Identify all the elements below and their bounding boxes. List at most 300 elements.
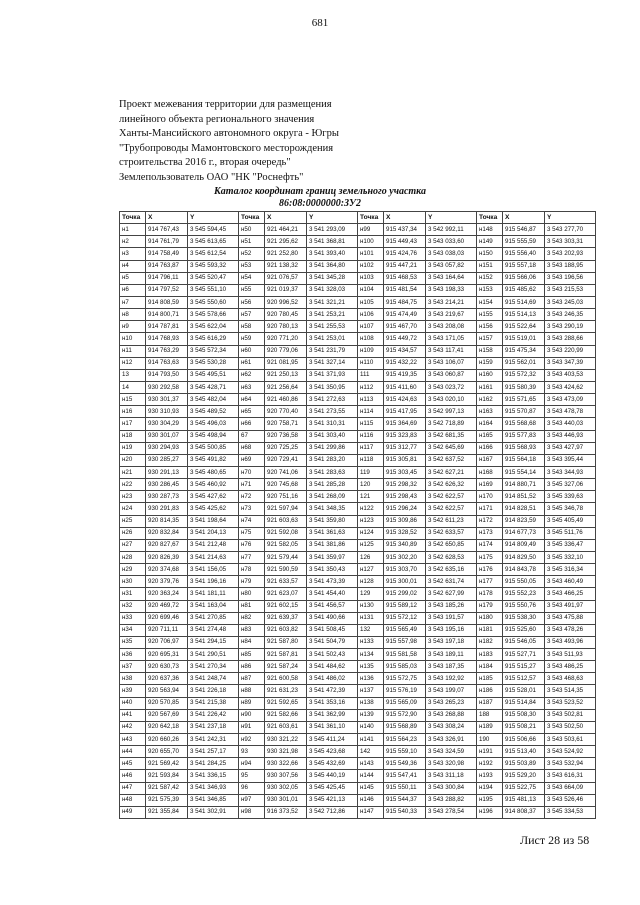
point-id-cell: н116 [358, 430, 384, 442]
table-row [120, 685, 596, 697]
x-coordinate-cell: 915 528,01 [503, 685, 545, 697]
y-coordinate-cell: 3 545 612,54 [188, 248, 239, 260]
y-coordinate-cell: 3 543 478,26 [545, 624, 596, 636]
x-coordinate-cell: 930 292,58 [146, 381, 188, 393]
y-coordinate-cell: 3 541 231,79 [307, 345, 358, 357]
y-coordinate-cell: 3 543 202,93 [545, 248, 596, 260]
point-id-cell: н161 [477, 381, 503, 393]
point-id-cell: н109 [358, 345, 384, 357]
point-id-cell: 96 [239, 782, 265, 794]
y-coordinate-cell: 3 541 328,03 [307, 284, 358, 296]
point-id-cell: н32 [120, 600, 146, 612]
y-coordinate-cell: 3 545 551,10 [188, 284, 239, 296]
x-coordinate-cell: 915 540,33 [384, 806, 426, 818]
x-coordinate-cell: 914 823,59 [503, 515, 545, 527]
point-id-cell: 132 [358, 624, 384, 636]
y-coordinate-cell: 3 543 268,88 [426, 709, 477, 721]
table-row [120, 260, 596, 272]
x-coordinate-cell: 930 304,29 [146, 418, 188, 430]
point-id-cell: н167 [477, 454, 503, 466]
y-coordinate-cell: 3 543 347,39 [545, 357, 596, 369]
table-header-cell: Точка [120, 212, 146, 224]
y-coordinate-cell: 3 543 192,92 [426, 673, 477, 685]
x-coordinate-cell: 914 843,78 [503, 564, 545, 576]
x-coordinate-cell: 914 767,43 [146, 224, 188, 236]
y-coordinate-cell: 3 543 475,88 [545, 612, 596, 624]
x-coordinate-cell: 915 565,49 [384, 624, 426, 636]
point-id-cell: н114 [358, 406, 384, 418]
x-coordinate-cell: 921 600,58 [265, 673, 307, 685]
x-coordinate-cell: 920 780,13 [265, 321, 307, 333]
x-coordinate-cell: 920 567,69 [146, 709, 188, 721]
point-id-cell: н47 [120, 782, 146, 794]
point-id-cell: н9 [120, 321, 146, 333]
x-coordinate-cell: 915 580,39 [503, 381, 545, 393]
table-row [120, 770, 596, 782]
table-row [120, 794, 596, 806]
x-coordinate-cell: 915 298,32 [384, 479, 426, 491]
point-id-cell: н112 [358, 381, 384, 393]
y-coordinate-cell: 3 543 503,61 [545, 734, 596, 746]
x-coordinate-cell: 915 547,41 [384, 770, 426, 782]
y-coordinate-cell: 3 541 248,74 [188, 673, 239, 685]
x-coordinate-cell: 930 301,07 [146, 430, 188, 442]
y-coordinate-cell: 3 543 308,24 [426, 721, 477, 733]
y-coordinate-cell: 3 545 613,65 [188, 236, 239, 248]
x-coordinate-cell: 921 355,84 [146, 806, 188, 818]
y-coordinate-cell: 3 543 300,84 [426, 782, 477, 794]
y-coordinate-cell: 3 543 616,31 [545, 770, 596, 782]
table-row [120, 479, 596, 491]
y-coordinate-cell: 3 545 594,45 [188, 224, 239, 236]
x-coordinate-cell: 915 555,59 [503, 236, 545, 248]
header-line: линейного объекта регионального значения [119, 113, 315, 125]
x-coordinate-cell: 920 374,68 [146, 564, 188, 576]
x-coordinate-cell: 921 587,80 [265, 636, 307, 648]
table-header-cell: X [503, 212, 545, 224]
point-id-cell: н18 [120, 430, 146, 442]
table-row [120, 491, 596, 503]
table-row [120, 758, 596, 770]
point-id-cell: н16 [120, 406, 146, 418]
x-coordinate-cell: 915 525,60 [503, 624, 545, 636]
y-coordinate-cell: 3 541 270,34 [188, 661, 239, 673]
point-id-cell: 121 [358, 491, 384, 503]
point-id-cell: н115 [358, 418, 384, 430]
table-row [120, 673, 596, 685]
y-coordinate-cell: 3 545 334,53 [545, 806, 596, 818]
point-id-cell: н34 [120, 624, 146, 636]
x-coordinate-cell: 915 556,40 [503, 248, 545, 260]
point-id-cell: 13 [120, 369, 146, 381]
x-coordinate-cell: 914 829,50 [503, 551, 545, 563]
x-coordinate-cell: 930 321,98 [265, 746, 307, 758]
y-coordinate-cell: 3 543 290,19 [545, 321, 596, 333]
table-row [120, 296, 596, 308]
point-id-cell: н81 [239, 600, 265, 612]
table-row [120, 224, 596, 236]
x-coordinate-cell: 921 579,44 [265, 551, 307, 563]
y-coordinate-cell: 3 543 491,97 [545, 600, 596, 612]
x-coordinate-cell: 915 437,34 [384, 224, 426, 236]
x-coordinate-cell: 915 513,40 [503, 746, 545, 758]
y-coordinate-cell: 3 541 381,86 [307, 539, 358, 551]
x-coordinate-cell: 921 603,82 [265, 624, 307, 636]
table-row [120, 381, 596, 393]
y-coordinate-cell: 3 541 253,21 [307, 309, 358, 321]
point-id-cell: н155 [477, 309, 503, 321]
x-coordinate-cell: 914 828,51 [503, 503, 545, 515]
point-id-cell: н11 [120, 345, 146, 357]
y-coordinate-cell: 3 542 718,89 [426, 418, 477, 430]
point-id-cell: н60 [239, 345, 265, 357]
y-coordinate-cell: 3 545 498,94 [188, 430, 239, 442]
point-id-cell: н131 [358, 612, 384, 624]
point-id-cell: н128 [358, 576, 384, 588]
point-id-cell: н177 [477, 576, 503, 588]
y-coordinate-cell: 3 545 480,65 [188, 466, 239, 478]
y-coordinate-cell: 3 541 156,05 [188, 564, 239, 576]
y-coordinate-cell: 3 543 245,03 [545, 296, 596, 308]
x-coordinate-cell: 914 787,81 [146, 321, 188, 333]
point-id-cell: н113 [358, 394, 384, 406]
point-id-cell: н166 [477, 442, 503, 454]
y-coordinate-cell: 3 545 440,19 [307, 770, 358, 782]
x-coordinate-cell: 920 770,40 [265, 406, 307, 418]
y-coordinate-cell: 3 543 532,94 [545, 758, 596, 770]
x-coordinate-cell: 915 424,63 [384, 394, 426, 406]
x-coordinate-cell: 921 631,23 [265, 685, 307, 697]
y-coordinate-cell: 3 543 057,82 [426, 260, 477, 272]
y-coordinate-cell: 3 543 187,35 [426, 661, 477, 673]
y-coordinate-cell: 3 541 181,11 [188, 588, 239, 600]
point-id-cell: н122 [358, 503, 384, 515]
point-id-cell: н90 [239, 709, 265, 721]
table-row [120, 321, 596, 333]
x-coordinate-cell: 916 373,52 [265, 806, 307, 818]
point-id-cell: н59 [239, 333, 265, 345]
table-row [120, 345, 596, 357]
x-coordinate-cell: 921 593,84 [146, 770, 188, 782]
x-coordinate-cell: 915 514,69 [503, 296, 545, 308]
y-coordinate-cell: 3 541 255,53 [307, 321, 358, 333]
y-coordinate-cell: 3 541 368,81 [307, 236, 358, 248]
x-coordinate-cell: 915 434,57 [384, 345, 426, 357]
x-coordinate-cell: 914 809,49 [503, 539, 545, 551]
point-id-cell: н124 [358, 527, 384, 539]
point-id-cell: н54 [239, 272, 265, 284]
x-coordinate-cell: 915 527,71 [503, 649, 545, 661]
x-coordinate-cell: 930 285,27 [146, 454, 188, 466]
x-coordinate-cell: 915 515,27 [503, 661, 545, 673]
table-row [120, 564, 596, 576]
table-row [120, 454, 596, 466]
point-id-cell: н153 [477, 284, 503, 296]
point-id-cell: н178 [477, 588, 503, 600]
y-coordinate-cell: 3 545 423,68 [307, 746, 358, 758]
x-coordinate-cell: 914 761,79 [146, 236, 188, 248]
y-coordinate-cell: 3 543 460,49 [545, 576, 596, 588]
point-id-cell: н68 [239, 442, 265, 454]
y-coordinate-cell: 3 545 405,49 [545, 515, 596, 527]
point-id-cell: н36 [120, 649, 146, 661]
x-coordinate-cell: 920 736,58 [265, 430, 307, 442]
table-row [120, 806, 596, 818]
x-coordinate-cell: 920 469,72 [146, 600, 188, 612]
y-coordinate-cell: 3 541 327,14 [307, 357, 358, 369]
point-id-cell: н10 [120, 333, 146, 345]
x-coordinate-cell: 915 323,83 [384, 430, 426, 442]
y-coordinate-cell: 3 543 473,09 [545, 394, 596, 406]
y-coordinate-cell: 3 545 336,47 [545, 539, 596, 551]
point-id-cell: н84 [239, 636, 265, 648]
x-coordinate-cell: 915 572,90 [384, 709, 426, 721]
point-id-cell: н70 [239, 466, 265, 478]
x-coordinate-cell: 915 557,98 [384, 636, 426, 648]
point-id-cell: н8 [120, 309, 146, 321]
x-coordinate-cell: 920 363,24 [146, 588, 188, 600]
point-id-cell: н98 [239, 806, 265, 818]
table-row [120, 527, 596, 539]
point-id-cell: н133 [358, 636, 384, 648]
x-coordinate-cell: 915 468,53 [384, 272, 426, 284]
y-coordinate-cell: 3 543 198,33 [426, 284, 477, 296]
point-id-cell: н6 [120, 284, 146, 296]
point-id-cell: н74 [239, 515, 265, 527]
x-coordinate-cell: 930 287,73 [146, 491, 188, 503]
point-id-cell: н149 [477, 236, 503, 248]
x-coordinate-cell: 915 474,49 [384, 309, 426, 321]
x-coordinate-cell: 921 587,42 [146, 782, 188, 794]
y-coordinate-cell: 3 541 486,02 [307, 673, 358, 685]
point-id-cell: н160 [477, 369, 503, 381]
point-id-cell: н1 [120, 224, 146, 236]
x-coordinate-cell: 915 570,87 [503, 406, 545, 418]
y-coordinate-cell: 3 545 520,47 [188, 272, 239, 284]
y-coordinate-cell: 3 542 712,86 [307, 806, 358, 818]
x-coordinate-cell: 915 481,54 [384, 284, 426, 296]
y-coordinate-cell: 3 543 427,97 [545, 442, 596, 454]
y-coordinate-cell: 3 545 339,63 [545, 491, 596, 503]
point-id-cell: н64 [239, 394, 265, 406]
x-coordinate-cell: 915 544,37 [384, 794, 426, 806]
point-id-cell: н118 [358, 454, 384, 466]
point-id-cell: н156 [477, 321, 503, 333]
x-coordinate-cell: 915 305,81 [384, 454, 426, 466]
point-id-cell: 129 [358, 588, 384, 600]
x-coordinate-cell: 915 568,68 [503, 418, 545, 430]
x-coordinate-cell: 915 562,01 [503, 357, 545, 369]
point-id-cell: н50 [239, 224, 265, 236]
y-coordinate-cell: 3 543 038,03 [426, 248, 477, 260]
x-coordinate-cell: 921 019,37 [265, 284, 307, 296]
catalog-parcel-number: 86:08:0000000:ЗУ2 [279, 198, 361, 209]
point-id-cell: 119 [358, 466, 384, 478]
point-id-cell: н91 [239, 721, 265, 733]
table-row [120, 503, 596, 515]
y-coordinate-cell: 3 543 117,41 [426, 345, 477, 357]
point-id-cell: н183 [477, 649, 503, 661]
y-coordinate-cell: 3 543 215,53 [545, 284, 596, 296]
point-id-cell: н143 [358, 758, 384, 770]
x-coordinate-cell: 915 508,30 [503, 709, 545, 721]
x-coordinate-cell: 915 303,70 [384, 564, 426, 576]
x-coordinate-cell: 915 506,66 [503, 734, 545, 746]
y-coordinate-cell: 3 542 631,74 [426, 576, 477, 588]
x-coordinate-cell: 915 549,36 [384, 758, 426, 770]
y-coordinate-cell: 3 541 272,63 [307, 394, 358, 406]
x-coordinate-cell: 915 550,76 [503, 600, 545, 612]
point-id-cell: н104 [358, 284, 384, 296]
y-coordinate-cell: 3 545 616,29 [188, 333, 239, 345]
y-coordinate-cell: 3 541 346,93 [188, 782, 239, 794]
x-coordinate-cell: 921 460,86 [265, 394, 307, 406]
point-id-cell: н108 [358, 333, 384, 345]
table-row [120, 661, 596, 673]
point-id-cell: н147 [358, 806, 384, 818]
point-id-cell: н154 [477, 296, 503, 308]
x-coordinate-cell: 921 633,57 [265, 576, 307, 588]
x-coordinate-cell: 921 603,61 [265, 721, 307, 733]
point-id-cell: н172 [477, 515, 503, 527]
y-coordinate-cell: 3 545 432,69 [307, 758, 358, 770]
table-header-cell: Точка [358, 212, 384, 224]
y-coordinate-cell: 3 541 226,42 [188, 709, 239, 721]
point-id-cell: н87 [239, 673, 265, 685]
y-coordinate-cell: 3 545 495,51 [188, 369, 239, 381]
y-coordinate-cell: 3 541 196,16 [188, 576, 239, 588]
x-coordinate-cell: 914 796,11 [146, 272, 188, 284]
y-coordinate-cell: 3 541 484,62 [307, 661, 358, 673]
point-id-cell: н100 [358, 236, 384, 248]
table-row [120, 248, 596, 260]
point-id-cell: н39 [120, 685, 146, 697]
y-coordinate-cell: 3 541 361,10 [307, 721, 358, 733]
x-coordinate-cell: 921 623,07 [265, 588, 307, 600]
y-coordinate-cell: 3 541 350,43 [307, 564, 358, 576]
point-id-cell: н58 [239, 321, 265, 333]
x-coordinate-cell: 921 597,94 [265, 503, 307, 515]
point-id-cell: н140 [358, 721, 384, 733]
y-coordinate-cell: 3 545 346,78 [545, 503, 596, 515]
x-coordinate-cell: 921 081,95 [265, 357, 307, 369]
x-coordinate-cell: 930 321,22 [265, 734, 307, 746]
y-coordinate-cell: 3 545 427,62 [188, 491, 239, 503]
point-id-cell: н125 [358, 539, 384, 551]
x-coordinate-cell: 915 571,65 [503, 394, 545, 406]
x-coordinate-cell: 921 256,64 [265, 381, 307, 393]
y-coordinate-cell: 3 543 023,72 [426, 381, 477, 393]
y-coordinate-cell: 3 541 204,13 [188, 527, 239, 539]
header-line: "Трубопроводы Мамонтовского месторождения [119, 142, 334, 154]
y-coordinate-cell: 3 542 635,16 [426, 564, 477, 576]
y-coordinate-cell: 3 541 285,28 [307, 479, 358, 491]
y-coordinate-cell: 3 543 524,92 [545, 746, 596, 758]
y-coordinate-cell: 3 541 472,39 [307, 685, 358, 697]
y-coordinate-cell: 3 541 364,80 [307, 260, 358, 272]
point-id-cell: н43 [120, 734, 146, 746]
y-coordinate-cell: 3 541 348,35 [307, 503, 358, 515]
point-id-cell: н103 [358, 272, 384, 284]
y-coordinate-cell: 3 543 502,50 [545, 721, 596, 733]
x-coordinate-cell: 920 826,39 [146, 551, 188, 563]
point-id-cell: н79 [239, 576, 265, 588]
x-coordinate-cell: 914 793,50 [146, 369, 188, 381]
point-id-cell: н21 [120, 466, 146, 478]
y-coordinate-cell: 3 545 425,62 [188, 503, 239, 515]
point-id-cell: н24 [120, 503, 146, 515]
point-id-cell: н191 [477, 746, 503, 758]
point-id-cell: н76 [239, 539, 265, 551]
x-coordinate-cell: 915 522,75 [503, 782, 545, 794]
table-row [120, 515, 596, 527]
x-coordinate-cell: 915 432,22 [384, 357, 426, 369]
point-id-cell: н7 [120, 296, 146, 308]
header-line: Землепользователь ОАО "НК "Роснефть" [119, 171, 304, 183]
y-coordinate-cell: 3 545 482,04 [188, 394, 239, 406]
y-coordinate-cell: 3 542 622,57 [426, 491, 477, 503]
point-id-cell: н44 [120, 746, 146, 758]
x-coordinate-cell: 930 291,83 [146, 503, 188, 515]
catalog-heading [0, 186, 640, 210]
point-id-cell: н19 [120, 442, 146, 454]
point-id-cell: н40 [120, 697, 146, 709]
table-header-cell: X [146, 212, 188, 224]
x-coordinate-cell: 915 484,75 [384, 296, 426, 308]
table-row [120, 734, 596, 746]
y-coordinate-cell: 3 541 336,15 [188, 770, 239, 782]
y-coordinate-cell: 3 545 316,34 [545, 564, 596, 576]
x-coordinate-cell: 920 832,84 [146, 527, 188, 539]
y-coordinate-cell: 3 545 491,82 [188, 454, 239, 466]
x-coordinate-cell: 915 303,45 [384, 466, 426, 478]
y-coordinate-cell: 3 541 215,38 [188, 697, 239, 709]
point-id-cell: н158 [477, 345, 503, 357]
point-id-cell: н56 [239, 296, 265, 308]
y-coordinate-cell: 3 542 627,21 [426, 466, 477, 478]
y-coordinate-cell: 3 542 681,35 [426, 430, 477, 442]
y-coordinate-cell: 3 541 359,80 [307, 515, 358, 527]
x-coordinate-cell: 930 302,05 [265, 782, 307, 794]
y-coordinate-cell: 3 541 268,09 [307, 491, 358, 503]
y-coordinate-cell: 3 541 294,15 [188, 636, 239, 648]
point-id-cell: н86 [239, 661, 265, 673]
x-coordinate-cell: 921 076,57 [265, 272, 307, 284]
x-coordinate-cell: 914 677,73 [503, 527, 545, 539]
x-coordinate-cell: 915 424,76 [384, 248, 426, 260]
y-coordinate-cell: 3 541 454,40 [307, 588, 358, 600]
point-id-cell: н45 [120, 758, 146, 770]
x-coordinate-cell: 915 296,24 [384, 503, 426, 515]
y-coordinate-cell: 3 545 460,92 [188, 479, 239, 491]
x-coordinate-cell: 915 299,02 [384, 588, 426, 600]
point-id-cell: н150 [477, 248, 503, 260]
point-id-cell: н152 [477, 272, 503, 284]
point-id-cell: 14 [120, 381, 146, 393]
table-header-cell: Y [545, 212, 596, 224]
y-coordinate-cell: 3 545 530,28 [188, 357, 239, 369]
x-coordinate-cell: 920 779,06 [265, 345, 307, 357]
point-id-cell: н184 [477, 661, 503, 673]
y-coordinate-cell: 3 541 362,99 [307, 709, 358, 721]
y-coordinate-cell: 3 541 361,63 [307, 527, 358, 539]
point-id-cell: н107 [358, 321, 384, 333]
header-line: Ханты-Мансийского автономного округа - Югры [119, 128, 339, 140]
x-coordinate-cell: 915 312,77 [384, 442, 426, 454]
document-header [119, 98, 519, 186]
table-header-cell: X [265, 212, 307, 224]
table-row [120, 539, 596, 551]
